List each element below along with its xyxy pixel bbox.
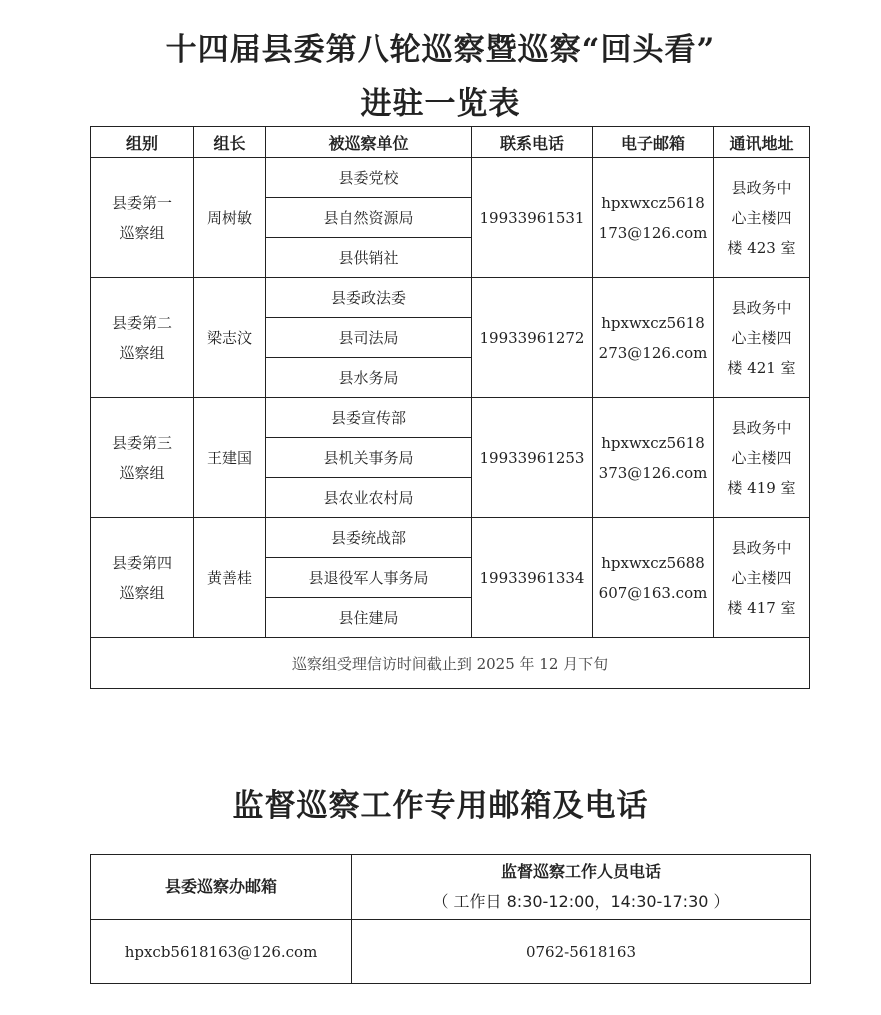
- supervision-phone: 0762-5618163: [352, 920, 811, 984]
- unit-cell: 县机关事务局: [266, 438, 472, 478]
- supervision-phone-header-title: 监督巡察工作人员电话: [500, 862, 661, 881]
- table-row: [91, 278, 810, 318]
- address-line: 楼 421 室: [727, 358, 796, 377]
- page-title-line2: 进驻一览表: [360, 86, 521, 122]
- email-line: 607@163.com: [598, 583, 708, 602]
- unit-cell: 县住建局: [266, 598, 472, 638]
- unit-cell: 县委党校: [266, 158, 472, 198]
- phone-cell: 19933961334: [472, 518, 593, 638]
- group-name-line: 巡察组: [119, 223, 165, 242]
- supervision-email: hpxcb5618163@126.com: [91, 920, 352, 984]
- unit-cell: 县退役军人事务局: [266, 558, 472, 598]
- email-line: hpxwxcz5618: [601, 433, 705, 452]
- header-group: 组别: [91, 127, 194, 158]
- unit-cell: 县水务局: [266, 358, 472, 398]
- email-cell: [593, 518, 714, 638]
- email-line: 373@126.com: [598, 463, 708, 482]
- address-line: 县政务中: [731, 418, 792, 437]
- leader-cell: 梁志汶: [194, 278, 266, 398]
- address-line: 县政务中: [731, 538, 792, 557]
- phone-cell: 19933961531: [472, 158, 593, 278]
- notice-text: 巡察组受理信访时间截止到 2025 年 12 月下旬: [91, 638, 810, 689]
- group-name-line: 县委第四: [111, 553, 172, 572]
- group-name-line: 县委第三: [111, 433, 172, 452]
- group-name-cell: [91, 518, 194, 638]
- group-name-cell: [91, 398, 194, 518]
- leader-cell: 王建国: [194, 398, 266, 518]
- supervision-phone-header: [352, 855, 811, 920]
- header-phone: 联系电话: [472, 127, 593, 158]
- address-cell: [714, 398, 810, 518]
- group-name-line: 县委第一: [111, 193, 172, 212]
- group-name-line: 巡察组: [119, 583, 165, 602]
- address-cell: [714, 518, 810, 638]
- group-name-cell: [91, 158, 194, 278]
- unit-cell: 县委宣传部: [266, 398, 472, 438]
- address-cell: [714, 278, 810, 398]
- email-line: hpxwxcz5618: [601, 313, 705, 332]
- email-cell: [593, 158, 714, 278]
- notice-row: [91, 638, 810, 689]
- unit-cell: 县委政法委: [266, 278, 472, 318]
- unit-cell: 县司法局: [266, 318, 472, 358]
- address-line: 心主楼四: [731, 568, 792, 587]
- table-row: [91, 158, 810, 198]
- table-header-row: [91, 127, 810, 158]
- address-line: 心主楼四: [731, 328, 792, 347]
- page-title-line1: 十四届县委第八轮巡察暨巡察“回头看”: [165, 32, 716, 68]
- leader-cell: 黄善桂: [194, 518, 266, 638]
- phone-cell: 19933961272: [472, 278, 593, 398]
- unit-cell: 县供销社: [266, 238, 472, 278]
- supervision-email-header: 县委巡察办邮箱: [91, 855, 352, 920]
- address-line: 心主楼四: [731, 448, 792, 467]
- supervision-title: 监督巡察工作专用邮箱及电话: [232, 788, 649, 824]
- email-line: hpxwxcz5618: [601, 193, 705, 212]
- unit-cell: 县委统战部: [266, 518, 472, 558]
- address-line: 楼 419 室: [727, 478, 796, 497]
- email-line: 173@126.com: [598, 223, 708, 242]
- header-leader: 组长: [194, 127, 266, 158]
- supervision-value-row: [91, 920, 811, 984]
- group-name-line: 巡察组: [119, 343, 165, 362]
- phone-cell: 19933961253: [472, 398, 593, 518]
- supervision-table: [90, 854, 811, 984]
- group-name-cell: [91, 278, 194, 398]
- address-line: 楼 423 室: [727, 238, 796, 257]
- header-email: 电子邮箱: [593, 127, 714, 158]
- supervision-header-row: [91, 855, 811, 920]
- header-address: 通讯地址: [714, 127, 810, 158]
- email-line: 273@126.com: [598, 343, 708, 362]
- address-line: 楼 417 室: [727, 598, 796, 617]
- address-line: 县政务中: [731, 298, 792, 317]
- unit-cell: 县自然资源局: [266, 198, 472, 238]
- unit-cell: 县农业农村局: [266, 478, 472, 518]
- address-line: 县政务中: [731, 178, 792, 197]
- inspection-table: [90, 126, 810, 689]
- email-cell: [593, 278, 714, 398]
- group-name-line: 县委第二: [111, 313, 172, 332]
- group-name-line: 巡察组: [119, 463, 165, 482]
- address-cell: [714, 158, 810, 278]
- email-line: hpxwxcz5688: [601, 553, 705, 572]
- address-line: 心主楼四: [731, 208, 792, 227]
- table-row: [91, 398, 810, 438]
- leader-cell: 周树敏: [194, 158, 266, 278]
- email-cell: [593, 398, 714, 518]
- supervision-hours: （ 工作日 8:30-12:00，14:30-17:30 ）: [432, 892, 730, 911]
- header-unit: 被巡察单位: [266, 127, 472, 158]
- table-row: [91, 518, 810, 558]
